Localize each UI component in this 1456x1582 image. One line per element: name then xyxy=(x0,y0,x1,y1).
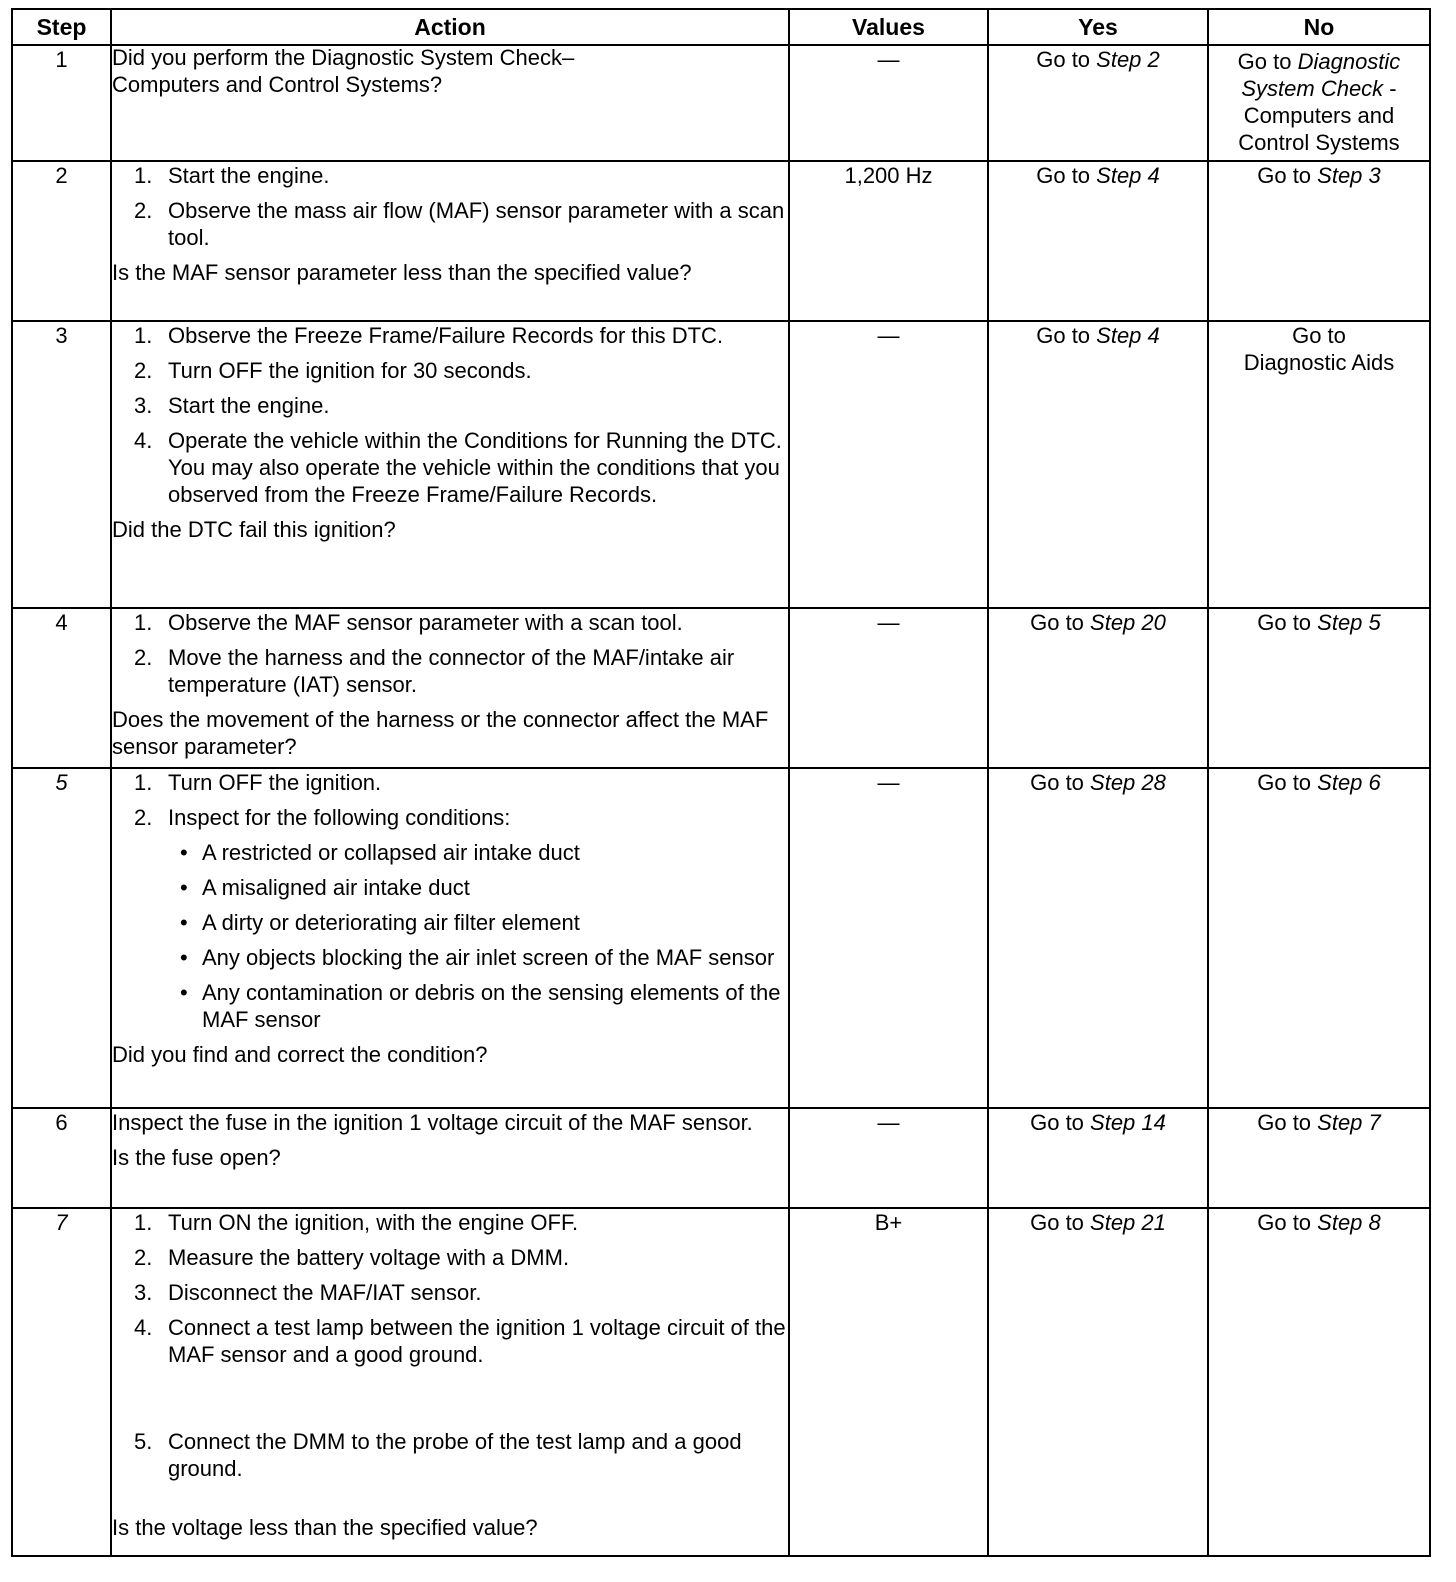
no-target-link[interactable]: Diagnostic System Check xyxy=(1241,49,1401,101)
yes-cell[interactable]: Go to Step 21 xyxy=(988,1208,1208,1556)
question-text: Is the MAF sensor parameter less than the specified value? xyxy=(112,260,692,285)
value-cell: — xyxy=(789,321,988,608)
procedure-list xyxy=(112,162,788,251)
no-target-link[interactable]: Step 5 xyxy=(1317,610,1381,635)
list-item: 2. Move the harness and the connector of the MAF/intake air temperature (IAT) sensor. xyxy=(134,645,735,697)
yes-target-link[interactable]: Step 28 xyxy=(1090,770,1166,795)
yes-target-link[interactable]: Step 4 xyxy=(1096,163,1160,188)
table-row xyxy=(12,1108,1430,1208)
value-cell: 1,200 Hz xyxy=(789,161,988,321)
yes-target-link[interactable]: Step 21 xyxy=(1090,1210,1166,1235)
yes-cell[interactable]: Go to Step 28 xyxy=(988,768,1208,1108)
no-target-link[interactable]: Step 8 xyxy=(1317,1210,1381,1235)
list-item: 5. Connect the DMM to the probe of the test lamp and a good ground. xyxy=(134,1429,742,1481)
procedure-list xyxy=(112,1209,788,1482)
no-cell[interactable]: Go to Step 3 xyxy=(1208,161,1430,321)
question-text: Did you find and correct the condition? xyxy=(112,1042,488,1067)
value-cell: — xyxy=(789,1108,988,1208)
list-item: 3. Start the engine. xyxy=(134,393,330,418)
bullet-item: • Any contamination or debris on the sensing elements of the MAF sensor xyxy=(180,980,781,1032)
action-text: Inspect the fuse in the ignition 1 voltage circuit of the MAF sensor. xyxy=(112,1110,753,1135)
list-item: 3. Disconnect the MAF/IAT sensor. xyxy=(134,1280,482,1305)
action-cell xyxy=(111,768,789,1108)
list-item: 1. Start the engine. xyxy=(134,163,330,188)
yes-cell[interactable]: Go to Step 4 xyxy=(988,161,1208,321)
header-yes: Yes xyxy=(988,9,1208,45)
action-cell xyxy=(111,321,789,608)
action-cell xyxy=(111,608,789,768)
no-prefix: Go to xyxy=(1237,49,1298,74)
table-row xyxy=(12,161,1430,321)
action-cell xyxy=(111,1208,789,1556)
no-suffix: - Computers and Control Systems xyxy=(1238,76,1400,155)
no-text[interactable]: Go to Diagnostic Aids xyxy=(1243,323,1395,375)
value-cell: — xyxy=(789,768,988,1108)
yes-target-link[interactable]: Step 2 xyxy=(1096,47,1160,72)
yes-target-link[interactable]: Step 4 xyxy=(1096,323,1160,348)
step-number: 2 xyxy=(12,161,111,321)
step-number: 4 xyxy=(12,608,111,768)
question-text: Is the voltage less than the specified value? xyxy=(112,1515,538,1540)
header-step: Step xyxy=(12,9,111,45)
table-row xyxy=(12,608,1430,768)
question-text: Did the DTC fail this ignition? xyxy=(112,517,396,542)
step-number: 7 xyxy=(12,1208,111,1556)
question-text: Is the fuse open? xyxy=(112,1145,281,1170)
condition-list xyxy=(112,839,788,1033)
bullet-item: • Any objects blocking the air inlet screen of the MAF sensor xyxy=(180,945,775,970)
question-text: Does the movement of the harness or the connector affect the MAF sensor parameter? xyxy=(112,707,769,759)
list-item: 2. Measure the battery voltage with a DMM. xyxy=(134,1245,570,1270)
no-target-link[interactable]: Step 6 xyxy=(1317,770,1381,795)
step-number: 5 xyxy=(12,768,111,1108)
no-cell[interactable] xyxy=(1208,321,1430,608)
yes-target-link[interactable]: Step 20 xyxy=(1090,610,1166,635)
yes-cell[interactable] xyxy=(988,45,1208,161)
header-no: No xyxy=(1208,9,1430,45)
table-row xyxy=(12,768,1430,1108)
yes-prefix: Go to xyxy=(1036,47,1097,72)
table-row xyxy=(12,321,1430,608)
header-action: Action xyxy=(111,9,789,45)
no-target-link[interactable]: Step 7 xyxy=(1317,1110,1381,1135)
no-cell[interactable] xyxy=(1208,45,1430,161)
no-target-link[interactable]: Step 3 xyxy=(1317,163,1381,188)
bullet-item: • A misaligned air intake duct xyxy=(180,875,470,900)
list-item: 4. Operate the vehicle within the Conditions for Running the DTC. You may also operate the vehicle within the conditions that you observed from the Freeze Frame/Failure Records. xyxy=(134,428,782,507)
action-text: Did you perform the Diagnostic System Check– Computers and Control Systems? xyxy=(112,45,575,97)
table-row xyxy=(12,45,1430,161)
step-number: 3 xyxy=(12,321,111,608)
header-values: Values xyxy=(789,9,988,45)
action-cell xyxy=(111,161,789,321)
list-item: 1. Turn OFF the ignition. xyxy=(134,770,382,795)
yes-cell[interactable]: Go to Step 14 xyxy=(988,1108,1208,1208)
list-item: 1. Observe the MAF sensor parameter with a scan tool. xyxy=(134,610,683,635)
procedure-list xyxy=(112,609,788,698)
yes-cell[interactable]: Go to Step 20 xyxy=(988,608,1208,768)
no-cell[interactable]: Go to Step 7 xyxy=(1208,1108,1430,1208)
table-row xyxy=(12,1208,1430,1556)
value-cell: B+ xyxy=(789,1208,988,1556)
action-cell xyxy=(111,1108,789,1208)
diagnostic-table xyxy=(11,8,1431,1557)
step-number: 1 xyxy=(12,45,111,161)
list-item: 2. Observe the mass air flow (MAF) sensor parameter with a scan tool. xyxy=(134,198,785,250)
bullet-item: • A restricted or collapsed air intake duct xyxy=(180,840,580,865)
action-cell xyxy=(111,45,789,161)
list-item: 1. Turn ON the ignition, with the engine OFF. xyxy=(134,1210,579,1235)
yes-target-link[interactable]: Step 14 xyxy=(1090,1110,1166,1135)
value-cell: — xyxy=(789,45,988,161)
header-row xyxy=(12,9,1430,45)
list-item: 2. Turn OFF the ignition for 30 seconds. xyxy=(134,358,532,383)
value-cell: — xyxy=(789,608,988,768)
no-cell[interactable]: Go to Step 5 xyxy=(1208,608,1430,768)
no-cell[interactable]: Go to Step 6 xyxy=(1208,768,1430,1108)
procedure-list xyxy=(112,769,788,1033)
step-number: 6 xyxy=(12,1108,111,1208)
list-item: 2. Inspect for the following conditions: • A restricted or collapsed air intake duct • A misaligned air intake duct • A dirty or deteriorating air filter element • Any objects blocking the air inlet screen of the MAF sensor • Any contamination or debris on the sensing elements of the MAF sensor xyxy=(112,804,788,1033)
yes-cell[interactable]: Go to Step 4 xyxy=(988,321,1208,608)
procedure-list xyxy=(112,322,788,508)
list-item: 4. Connect a test lamp between the ignition 1 voltage circuit of the MAF sensor and a good ground. xyxy=(134,1315,786,1367)
list-item: 1. Observe the Freeze Frame/Failure Records for this DTC. xyxy=(134,323,724,348)
bullet-item: • A dirty or deteriorating air filter element xyxy=(180,910,580,935)
no-cell[interactable]: Go to Step 8 xyxy=(1208,1208,1430,1556)
